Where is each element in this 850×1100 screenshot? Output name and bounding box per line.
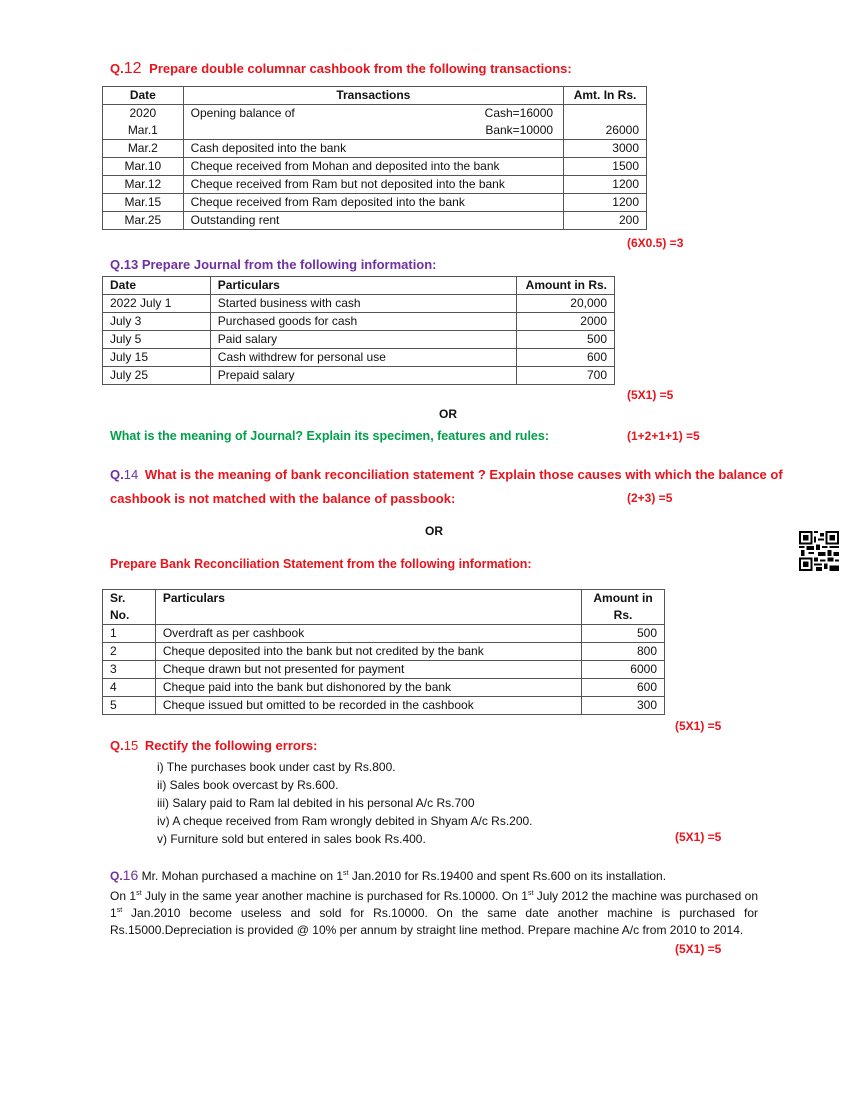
qr-code-icon [799, 531, 839, 571]
table-row [103, 661, 665, 679]
q16-text-part: July in the same year another machine is purchased for Rs.10000. On 1 [141, 889, 528, 903]
row-date: July 5 [103, 331, 211, 349]
row-sr: 5 [103, 697, 156, 715]
q16-sup: st [116, 907, 123, 914]
row-date: Mar.2 [103, 140, 184, 158]
row-date: Mar.10 [103, 158, 184, 176]
q14-marks: (2+3) =5 [627, 491, 673, 505]
row-text: Cheque issued but omitted to be recorded in the cashbook [155, 697, 581, 715]
q14-header-sr-line2: No. [110, 608, 130, 622]
table-row [103, 295, 615, 313]
row-amount: 600 [582, 679, 665, 697]
q14-table [102, 589, 665, 715]
q12-header-date: Date [103, 87, 184, 105]
q14-header-sr-line1: Sr. [110, 591, 126, 605]
q13-alt-question: What is the meaning of Journal? Explain its specimen, features and rules: [110, 429, 549, 443]
row-text: Cash withdrew for personal use [210, 349, 516, 367]
q12-opening-text [183, 105, 563, 140]
q16-label: Q. [110, 869, 123, 883]
q16-text-part: On 1 [110, 889, 137, 903]
row-text: Cheque received from Ram but not deposited into the bank [183, 176, 563, 194]
table-row [103, 679, 665, 697]
q15-heading [110, 738, 317, 753]
row-date: Mar.25 [103, 212, 184, 230]
q12-opening-day: Mar.1 [127, 123, 158, 137]
row-text: Cash deposited into the bank [183, 140, 563, 158]
row-text: Cheque received from Mohan and deposited into the bank [183, 158, 563, 176]
row-amount: 1500 [564, 158, 647, 176]
q16-sup: st [527, 890, 534, 897]
row-text: Purchased goods for cash [210, 313, 516, 331]
row-date: Mar.15 [103, 194, 184, 212]
q12-opening-date [103, 105, 184, 140]
q16-text-part: Jan.2010 for Rs.19400 and spent Rs.600 on its installation. [348, 869, 667, 883]
q13-header-row [103, 277, 615, 295]
row-amount: 300 [582, 697, 665, 715]
q15-item: iii) Salary paid to Ram lal debited in his personal A/c Rs.700 [157, 796, 475, 810]
q16-sup: st [136, 890, 142, 897]
q13-header-particulars: Particulars [210, 277, 516, 295]
row-amount: 1200 [564, 194, 647, 212]
q16-paragraph [110, 888, 758, 939]
q12-number: 12 [123, 60, 142, 77]
q13-header-date: Date [103, 277, 211, 295]
q14-alt-question: Prepare Bank Reconciliation Statement from the following information: [110, 557, 532, 571]
q15-item: v) Furniture sold but entered in sales book Rs.400. [157, 832, 426, 846]
q12-opening-cash: Cash=16000 [484, 106, 554, 120]
q15-item: ii) Sales book overcast by Rs.600. [157, 778, 339, 792]
q13-heading [110, 257, 437, 272]
q12-table [102, 86, 647, 230]
table-row [103, 313, 615, 331]
table-row [103, 367, 615, 385]
row-text: Prepaid salary [210, 367, 516, 385]
table-row [103, 194, 647, 212]
q14-header-amount-line1: Amount in [593, 591, 653, 605]
q13-header-amount: Amount in Rs. [517, 277, 615, 295]
row-amount: 2000 [517, 313, 615, 331]
row-text: Started business with cash [210, 295, 516, 313]
row-amount: 600 [517, 349, 615, 367]
q14-line1: What is the meaning of bank reconciliation statement ? Explain those causes with which the balance of [144, 467, 783, 482]
q13-alt-marks: (1+2+1+1) =5 [627, 429, 700, 443]
row-amount: 200 [564, 212, 647, 230]
q12-opening-label: Opening balance of [190, 106, 295, 120]
row-date: July 3 [103, 313, 211, 331]
row-date: July 25 [103, 367, 211, 385]
q13-table [102, 276, 615, 385]
q16-text-part: Jan.2010 become useless and sold for Rs.10000. On the same date another machine is purchased for Rs.15000.Depreciation is provided @ 10% per annum by straight line method. Prepare machine A/c from 2010 to 2014. [110, 906, 758, 937]
q14-header-particulars: Particulars [155, 590, 581, 625]
q12-heading [110, 60, 572, 78]
q13-title: Prepare Journal from the following information: [141, 257, 437, 272]
row-amount: 500 [517, 331, 615, 349]
row-amount: 1200 [564, 176, 647, 194]
q16-sup: st [343, 870, 349, 877]
q13-or: OR [439, 407, 457, 421]
row-amount: 6000 [582, 661, 665, 679]
q12-opening-year: 2020 [129, 106, 157, 120]
row-text: Cheque received from Ram deposited into the bank [183, 194, 563, 212]
q15-marks: (5X1) =5 [675, 830, 722, 844]
table-row [103, 212, 647, 230]
table-row [103, 697, 665, 715]
q15-item: iv) A cheque received from Ram wrongly debited in Shyam A/c Rs.200. [157, 814, 533, 828]
q14-alt-marks: (5X1) =5 [675, 719, 722, 733]
table-row [103, 140, 647, 158]
q15-item: i) The purchases book under cast by Rs.800. [157, 760, 396, 774]
q12-header-row [103, 87, 647, 105]
q12-opening-amount: 26000 [564, 105, 647, 140]
table-row [103, 349, 615, 367]
q16-marks: (5X1) =5 [675, 942, 722, 956]
row-text: Cheque paid into the bank but dishonored by the bank [155, 679, 581, 697]
q13-number: 13 [123, 257, 139, 272]
q14-header-amount-line2: Rs. [613, 608, 633, 622]
q15-label: Q. [110, 738, 124, 753]
q14-header-row [103, 590, 665, 625]
q16-first-line [110, 867, 666, 885]
row-amount: 800 [582, 643, 665, 661]
row-date: July 15 [103, 349, 211, 367]
table-row [103, 176, 647, 194]
q12-opening-row [103, 105, 647, 140]
table-row [103, 158, 647, 176]
q15-title: Rectify the following errors: [144, 738, 318, 753]
row-amount: 500 [582, 625, 665, 643]
row-text: Outstanding rent [183, 212, 563, 230]
q12-marks: (6X0.5) =3 [627, 236, 684, 250]
q12-label: Q. [110, 61, 124, 76]
q14-label: Q. [110, 467, 124, 482]
row-amount: 700 [517, 367, 615, 385]
q13-marks: (5X1) =5 [627, 388, 674, 402]
q12-header-amount: Amt. In Rs. [564, 87, 647, 105]
row-text: Cheque deposited into the bank but not credited by the bank [155, 643, 581, 661]
q14-or: OR [425, 524, 443, 538]
q12-header-transactions: Transactions [183, 87, 563, 105]
row-sr: 4 [103, 679, 156, 697]
q16-text-part: July 2012 the machine was purchased on 1 [110, 889, 759, 920]
q12-title: Prepare double columnar cashbook from the following transactions: [149, 61, 572, 76]
row-amount: 3000 [564, 140, 647, 158]
q14-heading [110, 467, 783, 482]
q14-line2: cashbook is not matched with the balance of passbook: [110, 491, 456, 506]
row-sr: 3 [103, 661, 156, 679]
row-text: Paid salary [210, 331, 516, 349]
table-row [103, 331, 615, 349]
row-sr: 2 [103, 643, 156, 661]
table-row [103, 625, 665, 643]
row-amount: 20,000 [517, 295, 615, 313]
q14-header-sr [103, 590, 156, 625]
q14-header-amount [582, 590, 665, 625]
q15-number: 15 [123, 738, 139, 753]
q16-text-part: Mr. Mohan purchased a machine on 1 [141, 869, 344, 883]
q16-number: 16 [122, 867, 139, 883]
table-row [103, 643, 665, 661]
q13-label: Q. [110, 257, 124, 272]
row-sr: 1 [103, 625, 156, 643]
row-date: 2022 July 1 [103, 295, 211, 313]
q15-items [157, 759, 533, 849]
row-date: Mar.12 [103, 176, 184, 194]
row-text: Overdraft as per cashbook [155, 625, 581, 643]
q14-number: 14 [123, 467, 139, 482]
q12-opening-bank: Bank=10000 [485, 123, 554, 137]
row-text: Cheque drawn but not presented for payment [155, 661, 581, 679]
